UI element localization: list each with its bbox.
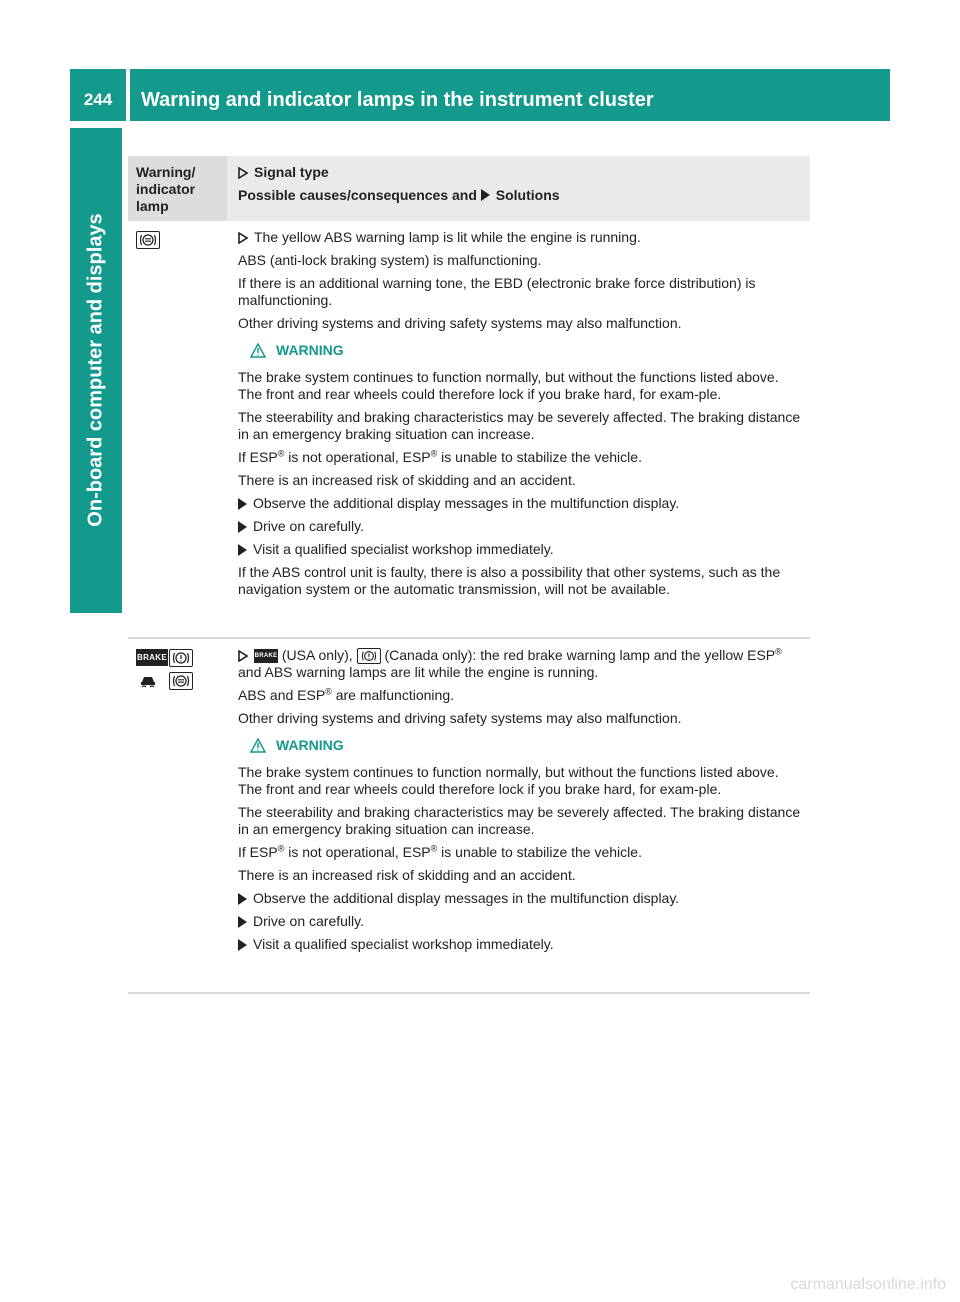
warning-lamp-table: [128, 156, 810, 994]
signal-triangle-icon: [238, 167, 248, 179]
watermark: carmanualsonline.info: [790, 1276, 946, 1293]
registered-mark: ®: [430, 448, 438, 459]
header-causes-line: [238, 187, 560, 204]
solution-text: Observe the additional display messages in the multifunction display.: [253, 890, 680, 907]
solution-step: [238, 495, 804, 512]
esp-text: is not operational, ESP: [284, 844, 431, 861]
header-signal-text: Signal type: [254, 164, 329, 180]
header-signal-line: [238, 164, 560, 181]
table-header: [128, 156, 810, 221]
abs-lamp-icon: [169, 672, 193, 690]
solution-arrow-icon: [238, 916, 247, 928]
registered-mark: ®: [775, 646, 782, 657]
solution-arrow-icon: [238, 521, 247, 533]
registered-mark: ®: [277, 448, 285, 459]
warning-triangle-icon: [250, 343, 266, 358]
header-causes-text: Possible causes/consequences and: [238, 187, 477, 203]
solution-step: [238, 518, 804, 535]
signal-triangle-icon: [238, 232, 248, 244]
solution-text: Drive on carefully.: [253, 913, 365, 930]
warning-text: There is an increased risk of skidding and an accident.: [238, 867, 576, 884]
cause-text: If there is an additional warning tone, the EBD (electronic brake force distribution) is malfunctioning.: [238, 275, 756, 308]
signal-text: (USA only),: [281, 647, 353, 663]
signal-triangle-icon: [238, 650, 248, 662]
esp-line: [238, 449, 804, 466]
abs-lamp-icon: [136, 231, 160, 249]
table-row: [128, 221, 810, 639]
registered-mark: ®: [430, 843, 438, 854]
solution-arrow-icon: [238, 939, 247, 951]
solution-step: [238, 541, 804, 558]
cause-text: ABS and ESP: [238, 687, 326, 704]
warning-text: The brake system continues to function normally, but without the functions listed above. The front and rear wheels could therefore lock if you brake hard, for exam-ple.: [238, 764, 779, 798]
warning-text: There is an increased risk of skidding and an accident.: [238, 472, 576, 488]
solution-text: Observe the additional display messages in the multifunction display.: [253, 495, 680, 511]
brake-circle-lamp-icon: [357, 648, 381, 664]
solution-text: Visit a qualified specialist workshop immediately.: [253, 936, 554, 953]
brake-lamp-icon: BRAKE: [136, 649, 168, 666]
cause-text: Other driving systems and driving safety systems may also malfunction.: [238, 315, 682, 331]
solution-text: Drive on carefully.: [253, 518, 365, 534]
cause-line: [238, 687, 804, 704]
warning-text: The steerability and braking characteristics may be severely affected. The braking distance in an emergency braking situation can increase.: [238, 804, 801, 838]
row-content: [238, 647, 804, 959]
esp-text: is unable to stabilize the vehicle.: [437, 449, 642, 465]
esp-text: If ESP: [238, 449, 278, 465]
brake-circle-lamp-icon: [169, 649, 193, 667]
table-row: [128, 639, 810, 994]
warning-text: The steerability and braking characteristics may be severely affected. The braking distance in an emergency braking situation can increase.: [238, 409, 801, 442]
lamp-cell: [136, 231, 160, 249]
brake-lamp-icon: BRAKE: [254, 649, 278, 663]
cause-text: Other driving systems and driving safety systems may also malfunction.: [238, 710, 682, 727]
header-separator: [126, 69, 130, 121]
solution-arrow-icon: [238, 498, 247, 510]
solution-arrow-icon: [481, 189, 490, 201]
registered-mark: ®: [325, 686, 332, 697]
signal-line: [238, 229, 804, 246]
solution-step: [238, 890, 804, 907]
solution-arrow-icon: [238, 544, 247, 556]
solution-step: [238, 936, 804, 953]
solution-step: [238, 913, 804, 930]
esp-line: [238, 844, 804, 861]
side-tab-label: On-board computer and displays: [84, 213, 107, 527]
esp-skid-lamp-icon: [136, 672, 160, 690]
page-header: [70, 69, 890, 121]
esp-text: is unable to stabilize the vehicle.: [437, 844, 642, 861]
warning-heading: [250, 737, 804, 754]
header-solutions-text: Solutions: [495, 187, 560, 203]
solution-text: Visit a qualified specialist workshop immediately.: [253, 541, 554, 557]
signal-text: (Canada only): the red brake warning lamp and the yellow ESP: [384, 647, 776, 663]
cause-text: If the ABS control unit is faulty, there is also a possibility that other systems, such as the navigation system or the automatic transmission, will not be available.: [238, 564, 781, 597]
registered-mark: ®: [277, 843, 285, 854]
esp-text: If ESP: [238, 844, 278, 861]
signal-line: [238, 647, 804, 681]
warning-triangle-icon: [250, 738, 266, 753]
column-header-main: [238, 164, 560, 204]
signal-text: The yellow ABS warning lamp is lit while the engine is running.: [254, 229, 641, 245]
esp-text: is not operational, ESP: [284, 449, 431, 465]
warning-label: WARNING: [276, 737, 344, 754]
warning-heading: [250, 342, 804, 359]
warning-label: WARNING: [276, 342, 344, 358]
warning-text: The brake system continues to function normally, but without the functions listed above. The front and rear wheels could therefore lock if you brake hard, for exam-ple.: [238, 369, 779, 402]
lamp-cell: [136, 649, 202, 690]
cause-text: ABS (anti-lock braking system) is malfunctioning.: [238, 252, 542, 268]
cause-text: are malfunctioning.: [331, 687, 454, 704]
column-header-lamp: Warning/ indicator lamp: [128, 156, 227, 221]
signal-text: and ABS warning lamps are lit while the engine is running.: [238, 664, 599, 681]
solution-arrow-icon: [238, 893, 247, 905]
row-content: [238, 229, 804, 604]
page-number: 244: [83, 90, 113, 109]
page-title: Warning and indicator lamps in the instrument cluster: [141, 89, 654, 111]
